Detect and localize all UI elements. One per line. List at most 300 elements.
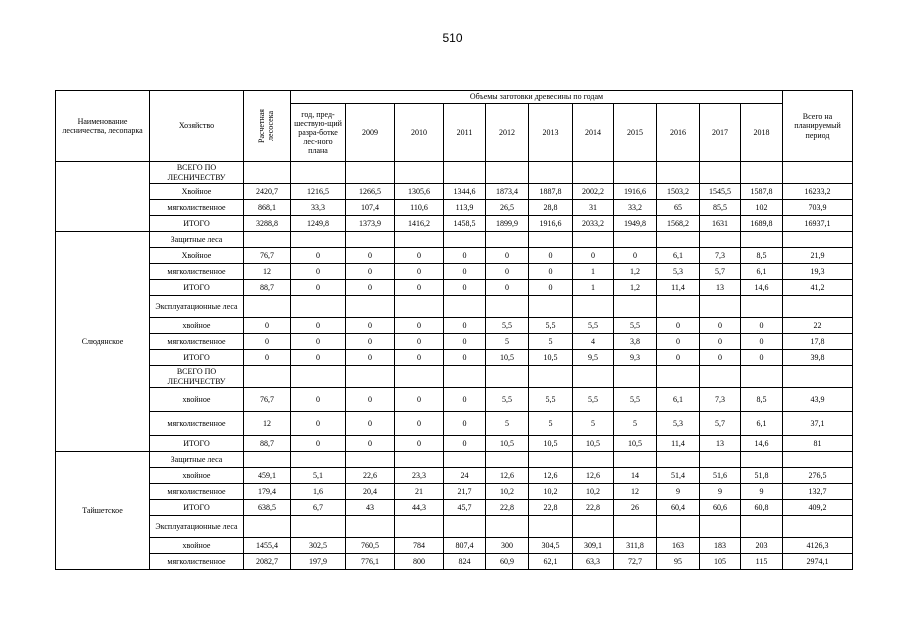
table-cell: 10,2 bbox=[529, 484, 573, 500]
table-cell: 72,7 bbox=[614, 554, 657, 570]
table-cell: 4126,3 bbox=[783, 538, 853, 554]
table-cell bbox=[700, 452, 741, 468]
table-cell: 105 bbox=[700, 554, 741, 570]
row-label: мягколиственное bbox=[150, 200, 244, 216]
table-cell: 0 bbox=[741, 318, 783, 334]
table-cell bbox=[529, 296, 573, 318]
table-cell: 1,2 bbox=[614, 280, 657, 296]
header-allowable-cut bbox=[244, 91, 291, 162]
table-cell: 824 bbox=[444, 554, 486, 570]
table-row bbox=[56, 500, 853, 516]
table-cell: 1344,6 bbox=[444, 184, 486, 200]
table-cell bbox=[486, 366, 529, 388]
table-row bbox=[56, 280, 853, 296]
table-cell: 51,8 bbox=[741, 468, 783, 484]
table-cell: 1587,8 bbox=[741, 184, 783, 200]
table-row bbox=[56, 264, 853, 280]
table-cell: 9,5 bbox=[573, 350, 614, 366]
table-cell bbox=[657, 162, 700, 184]
table-cell: 5,7 bbox=[700, 412, 741, 436]
table-cell: 11,4 bbox=[657, 436, 700, 452]
table-cell bbox=[346, 296, 395, 318]
table-cell bbox=[700, 232, 741, 248]
table-cell: 0 bbox=[444, 412, 486, 436]
table-cell: 51,6 bbox=[700, 468, 741, 484]
table-cell bbox=[395, 162, 444, 184]
table-cell bbox=[346, 366, 395, 388]
table-cell: 43 bbox=[346, 500, 395, 516]
table-cell: 0 bbox=[395, 280, 444, 296]
table-cell bbox=[741, 452, 783, 468]
row-label: Хвойное bbox=[150, 248, 244, 264]
table-cell: 2974,1 bbox=[783, 554, 853, 570]
table-cell: 5,1 bbox=[291, 468, 346, 484]
table-cell: 1631 bbox=[700, 216, 741, 232]
table-cell: 6,7 bbox=[291, 500, 346, 516]
row-label: Эксплуатационные леса bbox=[150, 516, 244, 538]
table-cell bbox=[657, 452, 700, 468]
table-cell: 0 bbox=[244, 350, 291, 366]
table-cell: 102 bbox=[741, 200, 783, 216]
table-row bbox=[56, 232, 853, 248]
table-row bbox=[56, 436, 853, 452]
table-cell bbox=[444, 162, 486, 184]
table-cell: 43,9 bbox=[783, 388, 853, 412]
table-cell: 4 bbox=[573, 334, 614, 350]
row-label: мягколиственное bbox=[150, 264, 244, 280]
table-row bbox=[56, 350, 853, 366]
table-cell: 76,7 bbox=[244, 248, 291, 264]
header-year-2009: 2009 bbox=[346, 104, 395, 162]
table-cell: 14,6 bbox=[741, 280, 783, 296]
header-year-2012: 2012 bbox=[486, 104, 529, 162]
table-cell: 6,1 bbox=[657, 248, 700, 264]
table-cell bbox=[783, 516, 853, 538]
table-cell: 0 bbox=[346, 350, 395, 366]
table-cell: 5,5 bbox=[529, 388, 573, 412]
table-cell bbox=[244, 452, 291, 468]
row-label: мягколиственное bbox=[150, 484, 244, 500]
row-label: мягколиственное bbox=[150, 412, 244, 436]
table-cell: 0 bbox=[395, 388, 444, 412]
table-cell: 0 bbox=[291, 436, 346, 452]
row-label: ИТОГО bbox=[150, 436, 244, 452]
table-cell: 8,5 bbox=[741, 388, 783, 412]
table-cell bbox=[444, 296, 486, 318]
table-cell: 5,3 bbox=[657, 264, 700, 280]
table-cell: 0 bbox=[657, 334, 700, 350]
table-cell: 5,5 bbox=[486, 318, 529, 334]
table-cell: 16937,1 bbox=[783, 216, 853, 232]
table-cell bbox=[244, 516, 291, 538]
table-cell: 24 bbox=[444, 468, 486, 484]
table-cell: 1249,8 bbox=[291, 216, 346, 232]
table-cell bbox=[783, 366, 853, 388]
header-forestry-name: Наименование лесничества, лесопарка bbox=[56, 91, 150, 162]
table-cell: 5,5 bbox=[529, 318, 573, 334]
table-cell: 0 bbox=[395, 412, 444, 436]
table-cell: 0 bbox=[291, 280, 346, 296]
table-cell: 110,6 bbox=[395, 200, 444, 216]
table-cell: 10,2 bbox=[486, 484, 529, 500]
table-cell bbox=[486, 452, 529, 468]
table-row bbox=[56, 412, 853, 436]
table-cell: 21,9 bbox=[783, 248, 853, 264]
table-cell: 20,4 bbox=[346, 484, 395, 500]
table-row bbox=[56, 248, 853, 264]
table-cell: 51,4 bbox=[657, 468, 700, 484]
row-label: Эксплуатационные леса bbox=[150, 296, 244, 318]
table-cell: 1899,9 bbox=[486, 216, 529, 232]
table-cell bbox=[346, 516, 395, 538]
table-cell: 0 bbox=[444, 318, 486, 334]
table-row bbox=[56, 366, 853, 388]
table-cell: 1 bbox=[573, 264, 614, 280]
row-label: мягколиственное bbox=[150, 554, 244, 570]
table-cell: 309,1 bbox=[573, 538, 614, 554]
table-cell bbox=[573, 516, 614, 538]
table-cell: 203 bbox=[741, 538, 783, 554]
table-cell: 800 bbox=[395, 554, 444, 570]
table-cell bbox=[291, 516, 346, 538]
table-cell bbox=[529, 452, 573, 468]
table-row bbox=[56, 516, 853, 538]
table-cell: 0 bbox=[444, 388, 486, 412]
row-label: Хвойное bbox=[150, 184, 244, 200]
table-cell: 0 bbox=[700, 350, 741, 366]
table-cell: 3288,8 bbox=[244, 216, 291, 232]
table-row bbox=[56, 318, 853, 334]
table-cell bbox=[529, 162, 573, 184]
table-cell: 0 bbox=[614, 248, 657, 264]
header-farm: Хозяйство bbox=[150, 91, 244, 162]
table-cell: 8,5 bbox=[741, 248, 783, 264]
harvest-volume-table bbox=[55, 90, 853, 570]
table-cell: 22 bbox=[783, 318, 853, 334]
row-label: хвойное bbox=[150, 468, 244, 484]
table-cell: 60,9 bbox=[486, 554, 529, 570]
table-cell: 0 bbox=[395, 318, 444, 334]
table-cell: 2033,2 bbox=[573, 216, 614, 232]
table-cell: 10,5 bbox=[614, 436, 657, 452]
table-cell bbox=[657, 516, 700, 538]
header-year-2015: 2015 bbox=[614, 104, 657, 162]
table-cell bbox=[657, 232, 700, 248]
row-label: мягколиственное bbox=[150, 334, 244, 350]
table-cell: 197,9 bbox=[291, 554, 346, 570]
table-cell bbox=[657, 366, 700, 388]
table-cell: 1266,5 bbox=[346, 184, 395, 200]
table-cell: 1503,2 bbox=[657, 184, 700, 200]
table-cell bbox=[573, 296, 614, 318]
table-cell: 0 bbox=[346, 436, 395, 452]
table-cell bbox=[700, 366, 741, 388]
table-cell: 0 bbox=[291, 318, 346, 334]
table-cell: 276,5 bbox=[783, 468, 853, 484]
table-cell bbox=[783, 296, 853, 318]
table-cell: 0 bbox=[346, 264, 395, 280]
table-cell bbox=[700, 296, 741, 318]
table-cell: 16233,2 bbox=[783, 184, 853, 200]
forestry-name: Слюдянское bbox=[56, 232, 150, 452]
table-cell: 5,5 bbox=[573, 318, 614, 334]
table-cell: 13 bbox=[700, 436, 741, 452]
table-cell: 5 bbox=[486, 334, 529, 350]
table-cell bbox=[529, 232, 573, 248]
table-row bbox=[56, 200, 853, 216]
table-row bbox=[56, 554, 853, 570]
table-cell: 1689,8 bbox=[741, 216, 783, 232]
table-cell: 179,4 bbox=[244, 484, 291, 500]
table-cell: 5,7 bbox=[700, 264, 741, 280]
header-year-2016: 2016 bbox=[657, 104, 700, 162]
table-cell: 0 bbox=[529, 248, 573, 264]
header-year-2010: 2010 bbox=[395, 104, 444, 162]
table-cell: 0 bbox=[291, 334, 346, 350]
table-cell: 113,9 bbox=[444, 200, 486, 216]
header-previous-year: год, пред-шествую-щий разра-ботке лес-ного плана bbox=[291, 104, 346, 162]
table-cell: 2420,7 bbox=[244, 184, 291, 200]
table-cell: 0 bbox=[244, 318, 291, 334]
table-cell: 0 bbox=[657, 350, 700, 366]
table-cell bbox=[573, 162, 614, 184]
table-cell bbox=[741, 296, 783, 318]
table-cell: 12 bbox=[244, 264, 291, 280]
table-cell bbox=[395, 366, 444, 388]
table-cell: 17,8 bbox=[783, 334, 853, 350]
table-cell: 0 bbox=[346, 388, 395, 412]
table-cell: 304,5 bbox=[529, 538, 573, 554]
table-cell: 9 bbox=[700, 484, 741, 500]
table-cell: 0 bbox=[395, 264, 444, 280]
table-cell: 0 bbox=[346, 412, 395, 436]
table-cell: 76,7 bbox=[244, 388, 291, 412]
table-cell: 0 bbox=[700, 334, 741, 350]
table-cell: 10,5 bbox=[529, 350, 573, 366]
table-cell: 1568,2 bbox=[657, 216, 700, 232]
table-cell: 2082,7 bbox=[244, 554, 291, 570]
table-cell: 60,4 bbox=[657, 500, 700, 516]
table-cell: 5 bbox=[529, 334, 573, 350]
table-cell: 459,1 bbox=[244, 468, 291, 484]
table-cell bbox=[486, 296, 529, 318]
table-cell: 0 bbox=[486, 248, 529, 264]
table-cell: 638,5 bbox=[244, 500, 291, 516]
table-row bbox=[56, 296, 853, 318]
table-row bbox=[56, 334, 853, 350]
table-cell: 0 bbox=[741, 350, 783, 366]
table-cell: 0 bbox=[395, 334, 444, 350]
table-cell: 0 bbox=[395, 248, 444, 264]
table-cell bbox=[486, 516, 529, 538]
table-cell bbox=[346, 232, 395, 248]
header-year-2014: 2014 bbox=[573, 104, 614, 162]
table-cell: 10,5 bbox=[529, 436, 573, 452]
table-cell: 5,5 bbox=[573, 388, 614, 412]
row-label: Защитные леса bbox=[150, 452, 244, 468]
table-cell: 5 bbox=[573, 412, 614, 436]
page-number: 510 bbox=[442, 31, 463, 45]
table-cell: 12,6 bbox=[486, 468, 529, 484]
table-cell: 6,1 bbox=[741, 412, 783, 436]
table-cell bbox=[244, 366, 291, 388]
table-cell: 88,7 bbox=[244, 436, 291, 452]
table-cell: 5 bbox=[486, 412, 529, 436]
table-cell: 12,6 bbox=[573, 468, 614, 484]
table-cell bbox=[444, 516, 486, 538]
table-cell: 28,8 bbox=[529, 200, 573, 216]
row-label: ВСЕГО ПО ЛЕСНИЧЕСТВУ bbox=[150, 366, 244, 388]
table-cell: 31 bbox=[573, 200, 614, 216]
table-cell: 60,8 bbox=[741, 500, 783, 516]
table-cell: 0 bbox=[657, 318, 700, 334]
table-row bbox=[56, 388, 853, 412]
table-cell bbox=[291, 366, 346, 388]
table-cell: 7,3 bbox=[700, 248, 741, 264]
table-cell bbox=[444, 366, 486, 388]
table-cell: 21,7 bbox=[444, 484, 486, 500]
table-cell: 65 bbox=[657, 200, 700, 216]
table-cell: 1216,5 bbox=[291, 184, 346, 200]
table-cell: 0 bbox=[291, 350, 346, 366]
table-cell: 760,5 bbox=[346, 538, 395, 554]
table-cell: 44,3 bbox=[395, 500, 444, 516]
table-cell bbox=[395, 296, 444, 318]
table-cell: 0 bbox=[395, 350, 444, 366]
table-cell bbox=[614, 516, 657, 538]
table-cell: 1916,6 bbox=[529, 216, 573, 232]
table-cell: 1416,2 bbox=[395, 216, 444, 232]
row-label: хвойное bbox=[150, 318, 244, 334]
table-cell: 5,5 bbox=[486, 388, 529, 412]
row-label: ИТОГО bbox=[150, 280, 244, 296]
table-cell: 22,6 bbox=[346, 468, 395, 484]
table-cell: 0 bbox=[346, 334, 395, 350]
table-cell bbox=[741, 232, 783, 248]
table-cell: 12 bbox=[614, 484, 657, 500]
table-cell: 33,3 bbox=[291, 200, 346, 216]
table-cell bbox=[741, 162, 783, 184]
table-cell: 0 bbox=[444, 350, 486, 366]
table-cell: 5,3 bbox=[657, 412, 700, 436]
table-cell: 115 bbox=[741, 554, 783, 570]
table-cell bbox=[486, 232, 529, 248]
table-cell bbox=[614, 366, 657, 388]
table-cell: 14 bbox=[614, 468, 657, 484]
table-row bbox=[56, 484, 853, 500]
table-cell: 63,3 bbox=[573, 554, 614, 570]
table-cell bbox=[291, 162, 346, 184]
table-cell: 39,8 bbox=[783, 350, 853, 366]
table-cell: 0 bbox=[244, 334, 291, 350]
table-cell: 22,8 bbox=[486, 500, 529, 516]
table-cell bbox=[291, 232, 346, 248]
table-cell: 22,8 bbox=[573, 500, 614, 516]
table-cell: 0 bbox=[346, 318, 395, 334]
table-cell: 6,1 bbox=[741, 264, 783, 280]
row-label: ИТОГО bbox=[150, 350, 244, 366]
table-cell: 1545,5 bbox=[700, 184, 741, 200]
table-cell: 0 bbox=[444, 334, 486, 350]
table-cell: 776,1 bbox=[346, 554, 395, 570]
row-label: хвойное bbox=[150, 388, 244, 412]
table-cell bbox=[573, 452, 614, 468]
table-cell: 1455,4 bbox=[244, 538, 291, 554]
table-cell: 183 bbox=[700, 538, 741, 554]
header-year-2013: 2013 bbox=[529, 104, 573, 162]
table-cell: 12,6 bbox=[529, 468, 573, 484]
table-cell: 0 bbox=[700, 318, 741, 334]
table-cell: 13 bbox=[700, 280, 741, 296]
table-cell: 1873,4 bbox=[486, 184, 529, 200]
table-cell: 1,6 bbox=[291, 484, 346, 500]
table-cell bbox=[395, 452, 444, 468]
table-cell bbox=[244, 232, 291, 248]
table-cell: 0 bbox=[529, 264, 573, 280]
table-cell: 62,1 bbox=[529, 554, 573, 570]
table-cell: 0 bbox=[291, 248, 346, 264]
table-header bbox=[56, 91, 853, 162]
table-cell bbox=[444, 452, 486, 468]
table-cell: 0 bbox=[395, 436, 444, 452]
table-cell: 1 bbox=[573, 280, 614, 296]
table-row bbox=[56, 452, 853, 468]
row-label: хвойное bbox=[150, 538, 244, 554]
table-cell: 45,7 bbox=[444, 500, 486, 516]
row-label: Защитные леса bbox=[150, 232, 244, 248]
table-cell: 9 bbox=[741, 484, 783, 500]
table-cell: 22,8 bbox=[529, 500, 573, 516]
table-cell: 5,5 bbox=[614, 388, 657, 412]
table-cell: 6,1 bbox=[657, 388, 700, 412]
table-cell: 1305,6 bbox=[395, 184, 444, 200]
table-cell: 10,5 bbox=[486, 350, 529, 366]
table-cell: 0 bbox=[444, 436, 486, 452]
table-cell: 132,7 bbox=[783, 484, 853, 500]
table-cell bbox=[783, 232, 853, 248]
table-cell: 0 bbox=[291, 264, 346, 280]
table-cell: 0 bbox=[291, 412, 346, 436]
table-cell: 10,2 bbox=[573, 484, 614, 500]
table-cell: 807,4 bbox=[444, 538, 486, 554]
table-cell bbox=[783, 162, 853, 184]
table-cell bbox=[529, 366, 573, 388]
table-cell bbox=[244, 296, 291, 318]
table-cell: 26,5 bbox=[486, 200, 529, 216]
header-volumes-by-year: Объемы заготовки древесины по годам bbox=[291, 91, 783, 104]
table-cell bbox=[614, 296, 657, 318]
table-body bbox=[56, 162, 853, 570]
table-cell: 3,8 bbox=[614, 334, 657, 350]
table-cell: 107,4 bbox=[346, 200, 395, 216]
table-cell bbox=[741, 366, 783, 388]
table-cell bbox=[529, 516, 573, 538]
table-cell: 0 bbox=[529, 280, 573, 296]
table-cell bbox=[783, 452, 853, 468]
table-cell: 784 bbox=[395, 538, 444, 554]
table-cell: 12 bbox=[244, 412, 291, 436]
table-row bbox=[56, 538, 853, 554]
table-cell: 5 bbox=[529, 412, 573, 436]
table-cell: 1373,9 bbox=[346, 216, 395, 232]
table-cell: 9,3 bbox=[614, 350, 657, 366]
table-cell bbox=[700, 516, 741, 538]
table-cell: 10,5 bbox=[486, 436, 529, 452]
table-cell: 41,2 bbox=[783, 280, 853, 296]
table-cell: 409,2 bbox=[783, 500, 853, 516]
table-cell bbox=[573, 366, 614, 388]
table-cell: 21 bbox=[395, 484, 444, 500]
